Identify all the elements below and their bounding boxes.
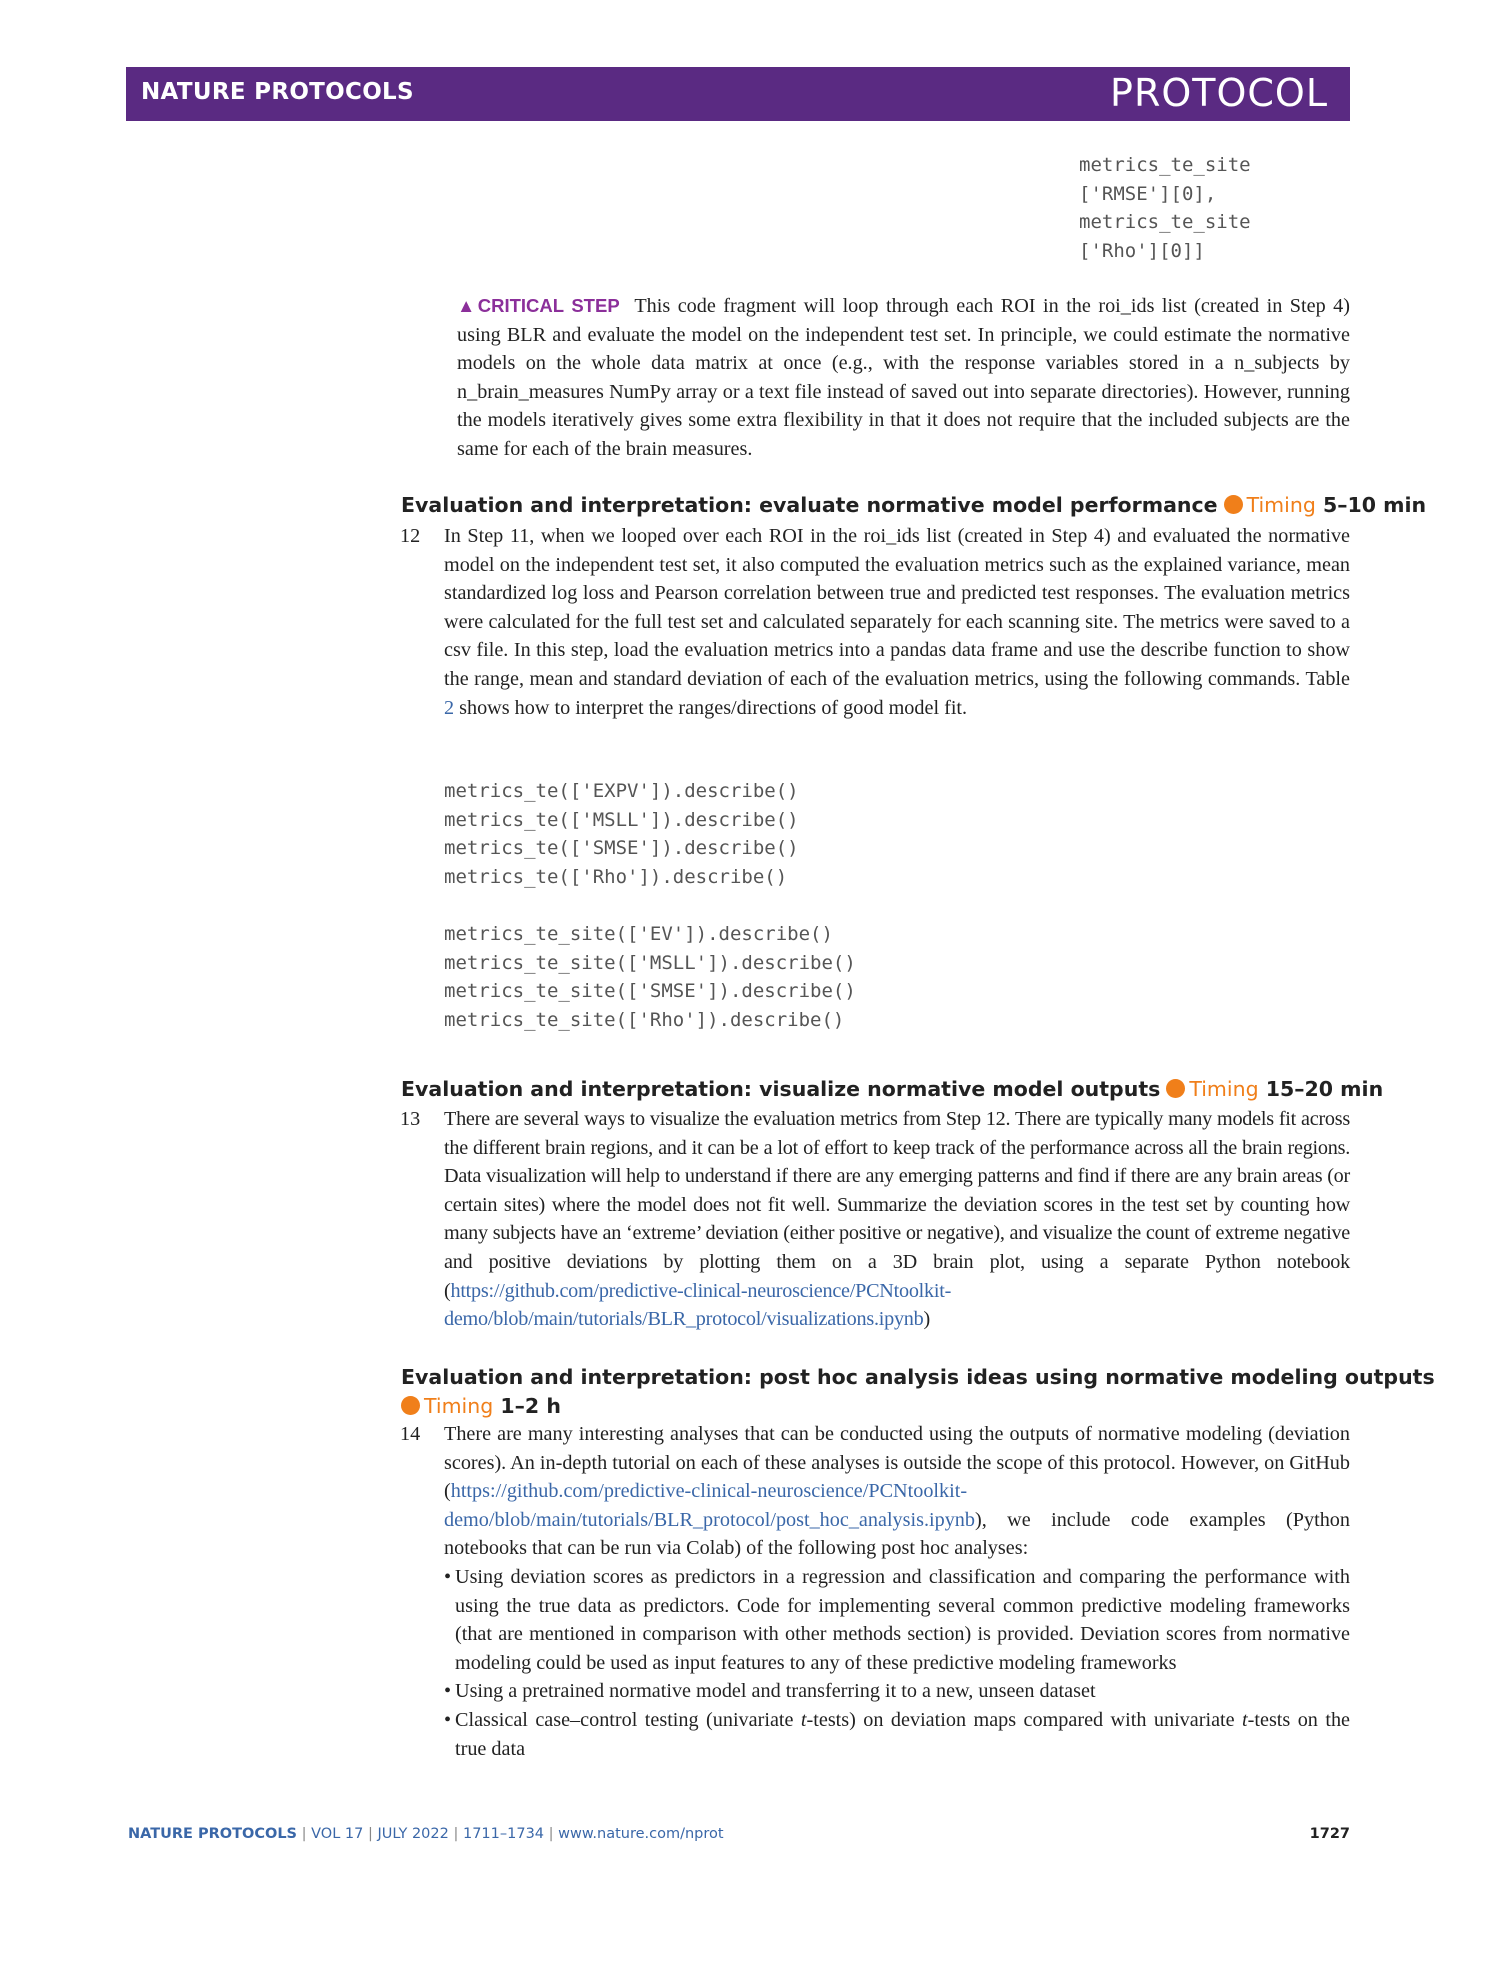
code-line: ['RMSE'][0], (1079, 182, 1217, 205)
list-item: • Using a pretrained normative model and transferring it to a new, unseen dataset (444, 1677, 1350, 1706)
code-line: metrics_te(['SMSE']).describe() (444, 837, 799, 860)
step-text-part: There are many interesting analyses that can be conducted using the outputs of normative modeling (deviation scores). An in-depth tutorial on each of these analyses is outside the scope of this protocol. However, on GitHub ( (444, 1423, 1350, 1503)
timing-value: 1–2 h (500, 1394, 561, 1418)
section-title: Evaluation and interpretation: evaluate normative model performance (401, 493, 1218, 517)
step-text-part: shows how to interpret the ranges/directions of good model fit. (459, 696, 968, 719)
code-line: metrics_te(['Rho']).describe() (444, 865, 788, 888)
visualizations-notebook-link[interactable]: https://github.com/predictive-clinical-neuroscience/PCNtoolkit-demo/blob/main/tutorials/BLR_protocol/visualizations.ipynb (444, 1279, 952, 1331)
critical-step-text: This code fragment will loop through each ROI in the roi_ids list (created in Step 4) using BLR and evaluate the model on the independent test set. In principle, we could estimate the normative models on the whole data matrix at once (e.g., with the response variables stored in a n_subjects by n_brain_measures NumPy array or a text file instead of saved out into separate directories). However, running the models iteratively gives some extra flexibility in that it does not require that the included subjects are the same for each of the brain measures. (457, 295, 1350, 460)
list-item-italic: t (1242, 1708, 1248, 1731)
section-title: Evaluation and interpretation: visualize normative model outputs (401, 1077, 1161, 1101)
step-text (444, 1420, 1350, 1763)
code-fragment-top (1079, 151, 1251, 265)
code-block-site-metrics (444, 920, 856, 1034)
section-title: Evaluation and interpretation: post hoc analysis ideas using normative modeling outputs (401, 1365, 1435, 1389)
critical-step (457, 292, 1350, 464)
timing-label: Timing (1189, 1077, 1259, 1101)
code-line: metrics_te_site (1079, 154, 1251, 176)
footer-journal: NATURE PROTOCOLS (128, 1826, 298, 1842)
step-text-part: ), we include code examples (Python notebooks that can be run via Colab) of the following post hoc analyses: (444, 1508, 1350, 1560)
article-type: PROTOCOL (1110, 71, 1328, 115)
timing-dot-icon (1166, 1079, 1185, 1098)
list-item-italic: t (800, 1708, 807, 1731)
code-line: metrics_te(['MSLL']).describe() (444, 808, 799, 831)
step-text-part: There are several ways to visualize the evaluation metrics from Step 12. There are typically many models fit across the different brain regions, and it can be a lot of effort to keep track of the performance across all the brain regions. Data visualization will help to understand if there are any emerging patterns and find if there are any brain areas (or certain sites) where the model does not fit well. Summarize the deviation scores in the test set by counting how many subjects have an ‘extreme’ deviation (either positive or negative), and visualize the count of extreme negative and positive deviations by plotting them on a 3D brain plot, using a separate Python notebook ( (444, 1108, 1350, 1302)
code-line: metrics_te_site(['Rho']).describe() (444, 1008, 845, 1031)
step-text-part: ) (923, 1308, 930, 1331)
post-hoc-analysis-list (444, 1563, 1350, 1763)
footer-citation: NATURE PROTOCOLS | VOL 17 | JULY 2022 | 1711–1734 | www.nature.com/nprot (128, 1826, 724, 1842)
step-number: 13 (400, 1108, 421, 1130)
section-heading-14 (401, 1363, 1435, 1421)
footer-volume: VOL 17 (311, 1826, 364, 1842)
timing-label: Timing (1246, 493, 1316, 517)
timing-value: 5–10 min (1322, 493, 1427, 517)
list-item-text: -tests) on deviation maps compared with univariate (806, 1708, 1235, 1731)
code-line: metrics_te(['EXPV']).describe() (444, 780, 799, 802)
list-item-text: Classical case–control testing (univariate (455, 1708, 794, 1731)
post-hoc-notebook-link[interactable]: https://github.com/predictive-clinical-neuroscience/PCNtoolkit-demo/blob/main/tutorials/BLR_protocol/post_hoc_analysis.ipynb (444, 1480, 975, 1531)
step-text-part: In Step 11, when we looped over each ROI in the roi_ids list (created in Step 4) and evaluated the normative model on the independent test set, it also computed the evaluation metrics such as the explained variance, mean standardized log loss and Pearson correlation between true and predicted test responses. The evaluation metrics were calculated for the full test set and calculated separately for each scanning site. The metrics were saved to a csv file. In this step, load the evaluation metrics into a pandas data frame and use the describe function to show the range, mean and standard deviation of each of the evaluation metrics, using the following commands. Table (444, 525, 1350, 690)
footer-date: JULY 2022 (377, 1826, 449, 1842)
section-heading-12 (401, 493, 1426, 517)
timing-value: 15–20 min (1265, 1077, 1384, 1101)
footer-pages: 1711–1734 (462, 1826, 545, 1842)
section-heading-13 (401, 1077, 1383, 1101)
code-line: metrics_te_site (1079, 211, 1251, 234)
code-line: metrics_te_site(['EV']).describe() (444, 923, 833, 945)
footer-url-link[interactable]: www.nature.com/nprot (558, 1826, 724, 1842)
page-number: 1727 (1309, 1826, 1350, 1842)
timing-dot-icon (401, 1396, 420, 1415)
code-line: metrics_te_site(['MSLL']).describe() (444, 951, 856, 974)
timing-dot-icon (1224, 495, 1243, 514)
code-block-metrics (444, 777, 799, 891)
step-number: 12 (400, 525, 421, 547)
step-number: 14 (400, 1423, 421, 1445)
step-text (444, 522, 1350, 722)
table-ref-link[interactable]: 2 (444, 696, 455, 719)
page-footer (128, 1826, 1350, 1842)
timing-label: Timing (424, 1394, 494, 1418)
code-line: ['Rho'][0]] (1079, 239, 1205, 262)
journal-name: NATURE PROTOCOLS (141, 79, 414, 105)
list-item-text: -tests on the true data (455, 1708, 1350, 1760)
list-item (444, 1706, 1350, 1763)
header-bar (126, 67, 1350, 121)
code-line: metrics_te_site(['SMSE']).describe() (444, 980, 856, 1003)
critical-step-marker: ▲CRITICAL STEP (457, 295, 620, 316)
step-text (444, 1105, 1350, 1334)
list-item: • Using deviation scores as predictors in a regression and classification and comparing the performance with using the true data as predictors. Code for implementing several common predictive modeling frameworks (that are mentioned in comparison with other methods section) is provided. Deviation scores from normative modeling could be used as input features to any of these predictive modeling frameworks (444, 1563, 1350, 1677)
